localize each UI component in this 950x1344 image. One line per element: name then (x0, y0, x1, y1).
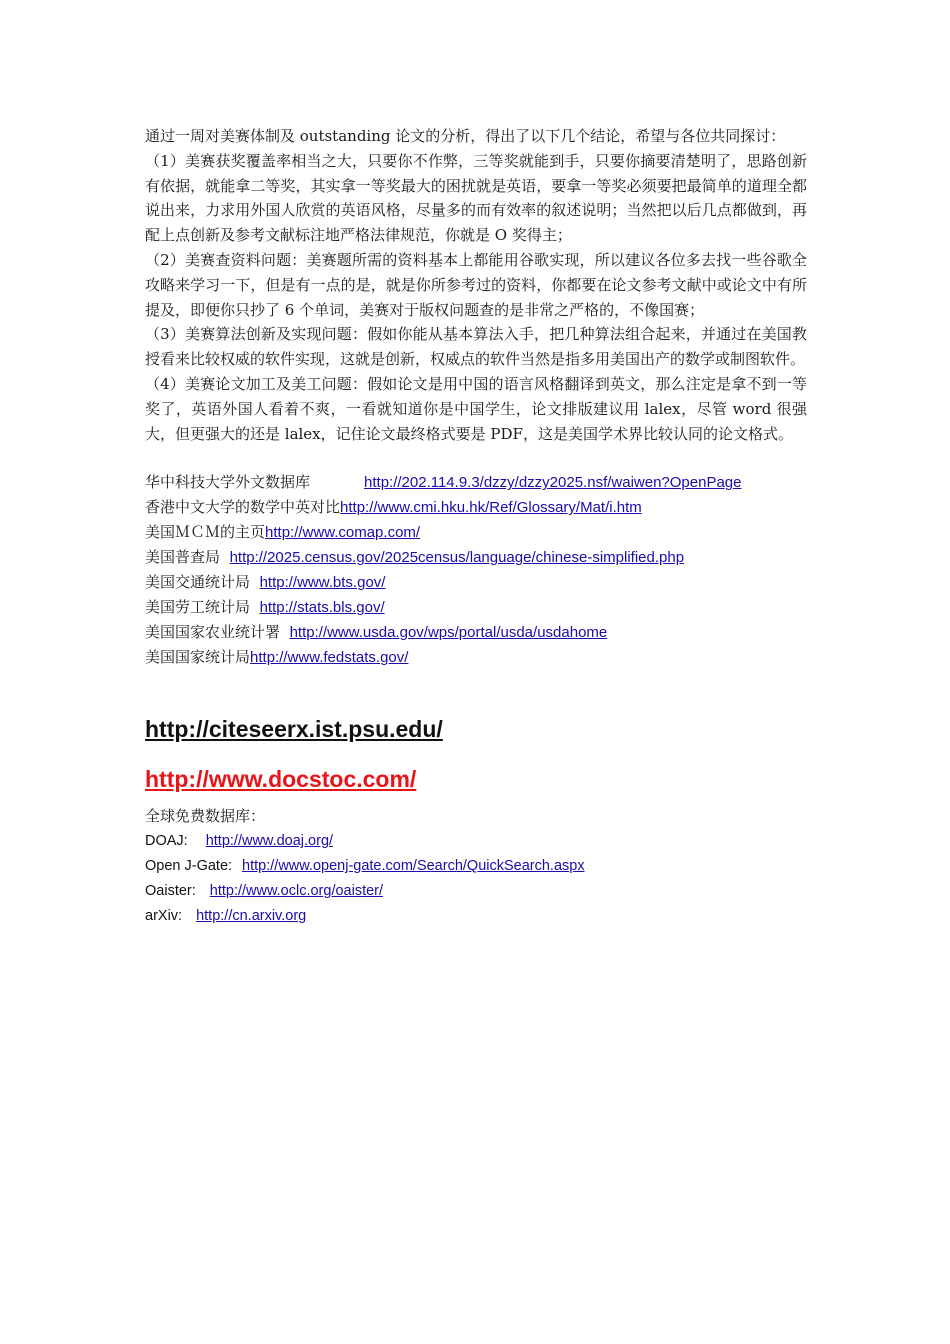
link-line-bls (145, 595, 807, 620)
link-line-census (145, 545, 807, 570)
link-line-usda (145, 620, 807, 645)
link-url[interactable]: http://stats.bls.gov/ (259, 599, 385, 617)
db-url[interactable]: http://www.oclc.org/oaister/ (209, 883, 384, 900)
db-url[interactable]: http://www.doaj.org/ (205, 833, 334, 850)
point-1-paragraph: （1）美赛获奖覆盖率相当之大，只要你不作弊，三等奖就能到手，只要你摘要清楚明了，思路创新有依据，就能拿二等奖，其实拿一等奖最大的困扰就是英语，要拿一等奖必须要把最简单的道理全都说出来，力求用外国人欣赏的英语风格，尽量多的而有效率的叙述说明；当然把以后几点都做到，再配上点创新及参考文献标注地严格法律规范，你就是 O 奖得主； (145, 151, 807, 245)
db-line-arxiv (145, 904, 807, 929)
link-url[interactable]: http://2025.census.gov/2025census/language/chinese-simplified.php (229, 549, 685, 567)
db-label: Oaister: (145, 883, 196, 900)
db-label: arXiv: (145, 908, 183, 925)
link-label: 香港中文大学的数学中英对比 (145, 498, 341, 517)
link-url[interactable]: http://www.fedstats.gov/ (250, 649, 409, 667)
link-label: 美国普查局 (145, 548, 221, 567)
point-3-paragraph: （3）美赛算法创新及实现问题：假如你能从基本算法入手，把几种算法组合起来，并通过在美国教授看来比较权威的软件实现，这就是创新，权威点的软件当然是指多用美国出产的数学或制图软件。 (145, 325, 807, 369)
db-label: DOAJ: (145, 833, 188, 850)
db-url[interactable]: http://www.openj-gate.com/Search/QuickSearch.aspx (242, 858, 585, 875)
link-url[interactable]: http://202.114.9.3/dzzy/dzzy2025.nsf/waiwen?OpenPage (364, 474, 742, 492)
link-label: 华中科技大学外文数据库 (145, 473, 311, 492)
point-2-paragraph: （2）美赛查资料问题：美赛题所需的资料基本上都能用谷歌实现，所以建议各位多去找一些谷歌全攻略来学习一下，但是有一点的是，就是你所参考过的资料，你都要在论文参考文献中或论文中有所提及，即便你只抄了 6 个单词，美赛对于版权问题查的是非常之严格的，不像国赛； (145, 250, 807, 319)
link-line-mcm (145, 520, 807, 545)
link-url[interactable]: http://www.comap.com/ (265, 524, 421, 542)
link-line-bts (145, 570, 807, 595)
link-label: 美国国家农业统计署 (145, 623, 281, 642)
link-url[interactable]: http://www.usda.gov/wps/portal/usda/usdahome (289, 624, 608, 642)
link-label: 美国ＭＣＭ的主页 (145, 523, 266, 542)
intro-paragraph: 通过一周对美赛体制及 outstanding 论文的分析，得出了以下几个结论，希望与各位共同探讨： (145, 127, 786, 145)
link-label: 美国劳工统计局 (145, 598, 251, 617)
db-line-openjgate (145, 854, 807, 879)
db-label: Open J-Gate: (145, 858, 233, 875)
resource-link-list (145, 470, 807, 670)
link-label: 美国国家统计局 (145, 648, 251, 667)
db-line-oaister (145, 879, 807, 904)
db-line-doaj (145, 829, 807, 854)
citeseerx-link[interactable]: http://citeseerx.ist.psu.edu/ (145, 716, 443, 743)
link-line-cuhk (145, 495, 807, 520)
link-line-hust (145, 470, 807, 495)
link-url[interactable]: http://www.bts.gov/ (259, 574, 386, 592)
point-4-paragraph: （4）美赛论文加工及美工问题：假如论文是用中国的语言风格翻译到英文，那么注定是拿不到一等奖了，英语外国人看着不爽，一看就知道你是中国学生，论文排版建议用 lalex，尽管 word 很强大，但更强大的还是 lalex，记住论文最终格式要是 PDF，这是美国学术界比较认同的论文格式。 (145, 374, 807, 443)
databases-heading: 全球免费数据库： (145, 807, 266, 826)
document-page (145, 124, 807, 929)
database-list (145, 829, 807, 929)
link-line-fedstats (145, 645, 807, 670)
link-url[interactable]: http://www.cmi.hku.hk/Ref/Glossary/Mat/i.htm (340, 499, 642, 517)
docstoc-link[interactable]: http://www.docstoc.com/ (145, 766, 417, 793)
link-label: 美国交通统计局 (145, 573, 251, 592)
db-url[interactable]: http://cn.arxiv.org (196, 908, 307, 925)
